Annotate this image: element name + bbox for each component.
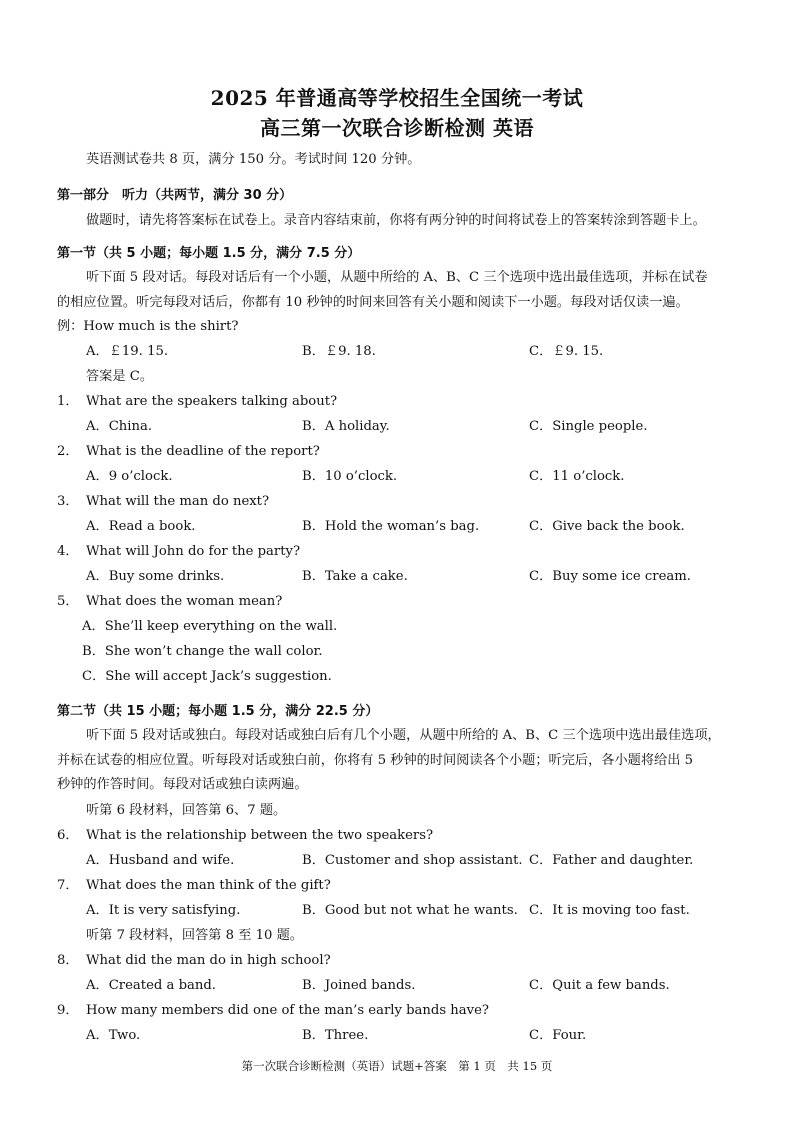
exam-title: 2025 年普通高等学校招生全国统一考试: [210, 86, 584, 110]
section1-instruction-1: 听下面 5 段对话。每段对话后有一个小题，从题中所给的 A、B、C 三个选项中选出最佳选项，并标在试卷: [86, 270, 708, 285]
example-option-b: B．￡9. 18.: [302, 344, 376, 359]
part1-heading: 第一部分 听力（共两节，满分 30 分）: [57, 188, 293, 203]
question-text: What does the woman mean?: [86, 594, 283, 609]
question-number: 3．: [57, 494, 79, 509]
material-6-note: 听第 6 段材料，回答第 6、7 题。: [86, 803, 287, 818]
option-b: B．Hold the woman’s bag.: [302, 519, 480, 534]
exam-subtitle: 高三第一次联合诊断检测 英语: [260, 116, 534, 140]
question-number: 1．: [57, 394, 79, 409]
section1-instruction-2: 的相应位置。听完每段对话后，你都有 10 秒钟的时间来回答有关小题和阅读下一小题。每段对话仅读一遍。: [57, 295, 689, 310]
option-b: B．10 o’clock.: [302, 469, 398, 484]
question-number: 9．: [57, 1003, 79, 1018]
example-option-c: C．￡9. 15.: [529, 344, 604, 359]
question-number: 6．: [57, 828, 79, 843]
option-a: A．Husband and wife.: [86, 853, 235, 868]
question-text: What is the relationship between the two speakers?: [86, 828, 434, 843]
question-number: 2．: [57, 444, 79, 459]
question-text: What did the man do in high school?: [86, 953, 331, 968]
section2-instruction-1: 听下面 5 段对话或独白。每段对话或独白后有几个小题，从题中所给的 A、B、C 三个选项中选出最佳选项，: [86, 728, 721, 743]
option-c: C．Give back the book.: [529, 519, 685, 534]
question-number: 4．: [57, 544, 79, 559]
option-a: A．Read a book.: [86, 519, 196, 534]
option-a: A．Two.: [86, 1028, 141, 1043]
section2-instruction-3: 秒钟的作答时间。每段对话或独白读两遍。: [57, 777, 308, 792]
option-b: B．Customer and shop assistant.: [302, 853, 523, 868]
question-text: What will the man do next?: [86, 494, 270, 509]
question-text: What does the man think of the gift?: [86, 878, 331, 893]
section2-heading: 第二节（共 15 小题；每小题 1.5 分，满分 22.5 分）: [57, 704, 379, 719]
question-number: 5．: [57, 594, 79, 609]
question-number: 8．: [57, 953, 79, 968]
option-a: A．She’ll keep everything on the wall.: [82, 619, 338, 634]
example-question: 例：How much is the shirt?: [57, 319, 239, 334]
question-text: How many members did one of the man’s early bands have?: [86, 1003, 489, 1018]
option-a: A．Created a band.: [86, 978, 216, 993]
option-c: C．Four.: [529, 1028, 587, 1043]
question-text: What is the deadline of the report?: [86, 444, 320, 459]
option-c: C．Single people.: [529, 419, 648, 434]
example-option-a: A．￡19. 15.: [86, 344, 169, 359]
option-c: C．It is moving too fast.: [529, 903, 690, 918]
page-footer: 第一次联合诊断检测（英语）试题+答案 第 1 页 共 15 页: [241, 1059, 553, 1073]
example-answer: 答案是 C。: [86, 369, 154, 384]
section2-instruction-2: 并标在试卷的相应位置。听每段对话或独白前，你将有 5 秒钟的时间阅读各个小题；听完后，各小题将给出 5: [57, 753, 693, 768]
option-b: B．Good but not what he wants.: [302, 903, 518, 918]
option-b: B．Three.: [302, 1028, 369, 1043]
option-b: B．Joined bands.: [302, 978, 416, 993]
option-a: A．Buy some drinks.: [86, 569, 225, 584]
material-7-note: 听第 7 段材料，回答第 8 至 10 题。: [86, 928, 303, 943]
option-a: A．It is very satisfying.: [86, 903, 241, 918]
option-c: C．11 o’clock.: [529, 469, 625, 484]
intro-text: 英语测试卷共 8 页，满分 150 分。考试时间 120 分钟。: [86, 152, 421, 167]
question-text: What will John do for the party?: [86, 544, 301, 559]
section1-heading: 第一节（共 5 小题；每小题 1.5 分，满分 7.5 分）: [57, 246, 361, 261]
option-a: A．9 o’clock.: [86, 469, 173, 484]
option-c: C．She will accept Jack’s suggestion.: [82, 669, 332, 684]
option-c: C．Quit a few bands.: [529, 978, 670, 993]
option-c: C．Father and daughter.: [529, 853, 694, 868]
option-b: B．She won’t change the wall color.: [82, 644, 323, 659]
part1-instruction: 做题时，请先将答案标在试卷上。录音内容结束前，你将有两分钟的时间将试卷上的答案转涂到答题卡上。: [86, 213, 706, 228]
option-b: B．A holiday.: [302, 419, 390, 434]
option-a: A．China.: [86, 419, 153, 434]
option-c: C．Buy some ice cream.: [529, 569, 691, 584]
question-text: What are the speakers talking about?: [86, 394, 338, 409]
question-number: 7．: [57, 878, 79, 893]
option-b: B．Take a cake.: [302, 569, 408, 584]
